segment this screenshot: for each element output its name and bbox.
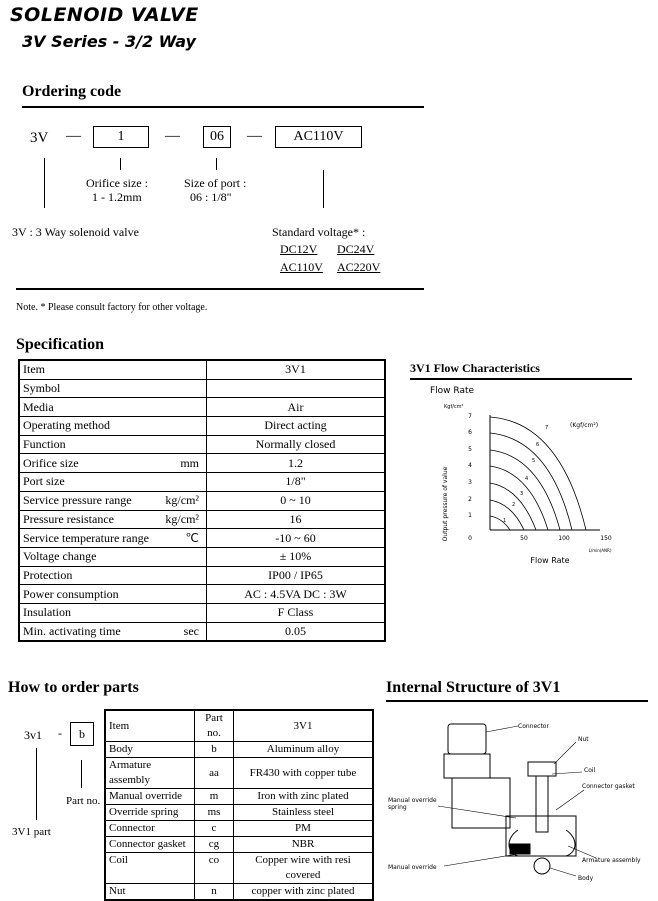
curve-label: 3 <box>520 491 524 497</box>
valve-drawing <box>444 724 576 874</box>
orifice-label: Orifice size : <box>86 176 148 190</box>
part-number: co <box>195 853 234 884</box>
port-label: Size of port : <box>184 176 247 190</box>
spec-item: Min. activating time sec <box>19 622 207 641</box>
table-row <box>105 821 373 837</box>
y-tick-label: 1 <box>468 512 472 519</box>
spec-value: Direct acting <box>207 417 386 436</box>
label-nut: Nut <box>578 736 589 743</box>
spec-value: Normally closed <box>207 435 386 454</box>
spec-item: Service temperature range ℃ <box>19 529 207 548</box>
part-desc: NBR <box>234 837 374 853</box>
table-row <box>105 758 373 789</box>
voltage-option: DC24V <box>337 242 375 256</box>
table-row <box>105 789 373 805</box>
table-row <box>19 510 385 529</box>
table-row <box>105 742 373 758</box>
table-row <box>19 622 385 641</box>
code-dash: — <box>66 128 81 144</box>
spec-unit: mm <box>180 455 199 470</box>
spec-value: Air <box>207 398 386 417</box>
spec-value: 0.05 <box>207 622 386 641</box>
part-desc: Stainless steel <box>234 805 374 821</box>
flow-curve <box>490 433 572 530</box>
table-row <box>19 454 385 473</box>
part-item: Connector <box>105 821 195 837</box>
part-number: c <box>195 821 234 837</box>
spec-value: ± 10% <box>207 547 386 566</box>
connector-line <box>81 760 82 788</box>
y-tick-label: 3 <box>468 479 472 486</box>
spec-item: Item <box>19 360 207 379</box>
y-tick-label: 7 <box>468 413 472 420</box>
label-armature: Armature assembly <box>582 857 641 864</box>
connector-line <box>120 158 121 170</box>
part-item: Armature assembly <box>105 758 195 789</box>
spec-item: Symbol <box>19 379 207 398</box>
part-desc: Iron with zinc plated <box>234 789 374 805</box>
flow-curves <box>490 417 586 530</box>
parts-code-prefix: 3v1 <box>24 728 42 742</box>
part-desc: Copper wire with resi covered <box>234 853 374 884</box>
spec-value: 16 <box>207 510 386 529</box>
spec-item: Function <box>19 435 207 454</box>
curve-label: 7 <box>545 425 549 431</box>
spec-item: Power consumption <box>19 585 207 604</box>
y-ticks <box>468 413 472 519</box>
spec-value: AC : 4.5VA DC : 3W <box>207 585 386 604</box>
y-tick-label: 2 <box>468 496 472 503</box>
internal-structure-heading: Internal Structure of 3V1 <box>386 679 561 696</box>
table-row <box>19 547 385 566</box>
divider <box>22 106 424 108</box>
order-parts-heading: How to order parts <box>8 679 139 696</box>
spec-unit: sec <box>183 623 199 638</box>
code-dash: — <box>247 128 262 144</box>
connector-line <box>36 748 37 820</box>
curve-label: 5 <box>532 458 536 464</box>
spec-value: 1/8" <box>207 473 386 492</box>
spec-value: F Class <box>207 603 386 622</box>
y-unit: Kgf/cm² <box>444 404 464 410</box>
voltage-option: AC220V <box>337 260 381 274</box>
connector-base <box>444 754 490 778</box>
label-coil: Coil <box>584 767 596 774</box>
table-row <box>19 585 385 604</box>
spec-item: Protection <box>19 566 207 585</box>
y-tick-label: 6 <box>468 429 472 436</box>
spec-item: Voltage change <box>19 547 207 566</box>
port-shape <box>534 858 550 874</box>
curve-label: 4 <box>525 476 529 482</box>
flow-chart <box>410 382 635 572</box>
structure-labels <box>388 723 641 882</box>
table-row <box>19 473 385 492</box>
flow-heading: 3V1 Flow Characteristics <box>410 361 540 375</box>
table-row <box>105 805 373 821</box>
table-row <box>19 417 385 436</box>
table-row <box>105 837 373 853</box>
table-row <box>19 566 385 585</box>
part-item: Body <box>105 742 195 758</box>
x-tick-label: 0 <box>468 535 472 542</box>
col-desc: 3V1 <box>234 710 374 742</box>
flow-curve <box>490 450 560 530</box>
code-dash: — <box>165 128 180 144</box>
part-number: m <box>195 789 234 805</box>
spec-item: Operating method <box>19 417 207 436</box>
spec-value: 0 ~ 10 <box>207 491 386 510</box>
connector-line <box>323 170 324 208</box>
code-prefix: 3V <box>30 130 49 146</box>
curve-label: 2 <box>512 502 516 508</box>
spec-item: Service pressure range kg/cm² <box>19 491 207 510</box>
part-number: n <box>195 884 234 901</box>
voltage-code-box: AC110V <box>275 126 362 148</box>
curve-label: 1 <box>503 518 507 524</box>
legend-unit: (Kgf/cm²) <box>570 422 599 429</box>
spec-value: -10 ~ 60 <box>207 529 386 548</box>
part-desc: PM <box>234 821 374 837</box>
curve-label: 6 <box>536 442 540 448</box>
table-row <box>19 360 385 379</box>
table-row <box>105 884 373 901</box>
code-dash: - <box>58 726 62 740</box>
spec-item: Orifice size mm <box>19 454 207 473</box>
page-title: SOLENOID VALVE <box>10 4 199 26</box>
label-connector-gasket: Connector gasket <box>582 783 635 790</box>
part-code-box: b <box>70 722 94 746</box>
spec-unit: ℃ <box>185 530 199 545</box>
type-description: 3V : 3 Way solenoid valve <box>12 225 139 239</box>
spec-item: Media <box>19 398 207 417</box>
connector-shape <box>448 724 486 754</box>
flow-curve <box>490 417 586 530</box>
port-value: 06 : 1/8" <box>190 190 232 204</box>
spec-item: Insulation <box>19 603 207 622</box>
ordering-code-heading: Ordering code <box>22 83 122 100</box>
flow-curve <box>490 516 510 530</box>
coil-shape <box>452 778 510 828</box>
label-connector: Connector <box>518 723 549 730</box>
label-body: Body <box>578 875 594 882</box>
divider <box>16 288 424 290</box>
y-tick-label: 5 <box>468 446 472 453</box>
specification-table <box>18 359 386 642</box>
label-override-spring: Manual override <box>388 797 437 804</box>
x-tick-label: 50 <box>520 535 528 542</box>
orifice-value: 1 - 1.2mm <box>92 190 142 204</box>
flow-chart-title: Flow Rate <box>430 386 475 396</box>
divider <box>410 378 632 380</box>
orifice-code-box: 1 <box>93 126 149 148</box>
table-row <box>19 398 385 417</box>
part-no-label: Part no. <box>66 795 101 807</box>
connector-line <box>44 158 45 208</box>
internal-structure-diagram <box>386 706 654 884</box>
part-number: ms <box>195 805 234 821</box>
parts-table <box>104 709 374 901</box>
voltage-option: DC12V <box>280 242 318 256</box>
nut-shape <box>528 762 556 776</box>
x-ticks <box>468 535 612 542</box>
table-row <box>19 603 385 622</box>
col-item: Item <box>105 710 195 742</box>
spec-value: 1.2 <box>207 454 386 473</box>
part-item: Manual override <box>105 789 195 805</box>
part-item: Connector gasket <box>105 837 195 853</box>
specification-heading: Specification <box>16 336 104 353</box>
divider <box>386 700 648 702</box>
manual-override-shape <box>510 844 530 854</box>
col-partno: Part no. <box>195 710 234 742</box>
connector-line <box>216 158 217 170</box>
table-row <box>19 379 385 398</box>
voltage-label: Standard voltage* : <box>272 225 366 239</box>
table-row <box>19 435 385 454</box>
x-axis-label: Flow Rate <box>530 556 570 565</box>
part-item: Coil <box>105 853 195 884</box>
label-override-spring: spring <box>388 804 407 811</box>
table-row <box>19 529 385 548</box>
part-number: cg <box>195 837 234 853</box>
part-number: b <box>195 742 234 758</box>
x-tick-label: 150 <box>600 535 612 542</box>
port-code-box: 06 <box>203 126 231 148</box>
table-header <box>105 710 373 742</box>
spec-unit: kg/cm² <box>165 493 199 508</box>
spec-value: 3V1 <box>207 360 386 379</box>
voltage-option: AC110V <box>280 260 323 274</box>
y-tick-label: 4 <box>468 462 472 469</box>
spec-value <box>207 379 386 398</box>
part-item: Nut <box>105 884 195 901</box>
y-axis-label: Output pressure of value <box>442 466 449 542</box>
label-manual-override: Manual override <box>388 864 437 871</box>
spec-item: Pressure resistance kg/cm² <box>19 510 207 529</box>
x-unit: L/min(ANR) <box>588 548 612 553</box>
part-number: aa <box>195 758 234 789</box>
x-tick-label: 100 <box>558 535 570 542</box>
part-desc: FR430 with copper tube <box>234 758 374 789</box>
part-label: 3V1 part <box>12 826 51 838</box>
part-item: Override spring <box>105 805 195 821</box>
part-desc: copper with zinc plated <box>234 884 374 901</box>
spec-value: IP00 / IP65 <box>207 566 386 585</box>
spec-item: Port size <box>19 473 207 492</box>
footnote: Note. * Please consult factory for other voltage. <box>16 302 208 313</box>
table-row <box>19 491 385 510</box>
part-desc: Aluminum alloy <box>234 742 374 758</box>
page-subtitle: 3V Series - 3/2 Way <box>22 32 196 51</box>
spec-unit: kg/cm² <box>165 511 199 526</box>
armature-tube <box>536 776 548 832</box>
table-row <box>105 853 373 884</box>
